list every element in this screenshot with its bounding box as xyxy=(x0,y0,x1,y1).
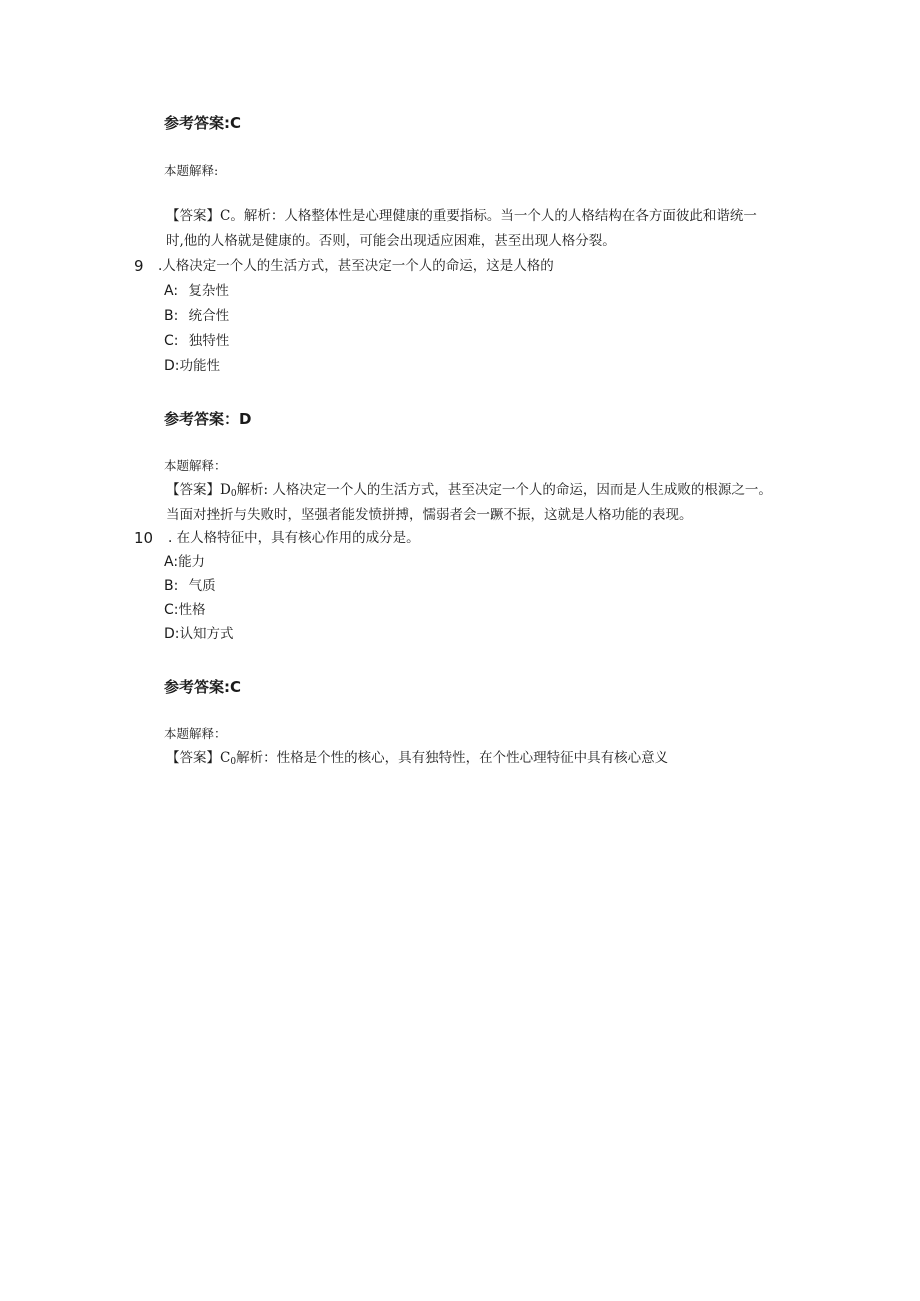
option-a xyxy=(164,553,205,571)
explanation-label: 本题解释: xyxy=(164,163,219,178)
option-text: 性格 xyxy=(178,602,206,618)
explanation-text xyxy=(166,481,772,503)
explanation-prefix: 【答案】C xyxy=(166,750,231,766)
option-text: 功能性 xyxy=(179,358,220,374)
answer-heading: 参考答案:C xyxy=(164,114,242,132)
explanation-text: 时,他的人格就是健康的。否则，可能会出现适应困难，甚至出现人格分裂。 xyxy=(166,233,616,249)
question-text: .人格决定一个人的生活方式，甚至决定一个人的命运，这是人格的 xyxy=(158,258,554,274)
option-d xyxy=(164,625,234,643)
option-letter: A: xyxy=(164,283,179,299)
explanation-prefix: 【答案】D xyxy=(166,482,231,498)
explanation-body: 解析: 人格决定一个人的生活方式，甚至决定一个人的命运，因而是人生成败的根源之一。 xyxy=(236,482,772,498)
explanation-text xyxy=(166,749,668,771)
option-text: 气质 xyxy=(188,578,216,594)
option-d xyxy=(164,357,220,375)
option-b xyxy=(164,307,229,325)
option-c xyxy=(164,601,206,619)
explanation-subscript: 0 xyxy=(230,489,237,499)
option-text: 独特性 xyxy=(188,333,230,349)
option-letter: D: xyxy=(164,358,180,374)
explanation-text: 当面对挫折与失败时，坚强者能发愤拼搏，懦弱者会一蹶不振，这就是人格功能的表现。 xyxy=(166,507,693,523)
explanation-text: 【答案】C。解析：人格整体性是心理健康的重要指标。当一个人的人格结构在各方面彼此和谐统一 xyxy=(166,208,757,224)
answer-heading: 参考答案：D xyxy=(164,410,252,428)
explanation-label: 本题解释： xyxy=(164,458,227,473)
option-letter: B: xyxy=(164,578,179,594)
option-letter: B: xyxy=(164,308,179,324)
option-b xyxy=(164,577,216,595)
option-letter: C: xyxy=(164,602,179,618)
option-letter: C: xyxy=(164,333,179,349)
option-text: 能力 xyxy=(178,554,206,570)
option-text: 认知方式 xyxy=(179,626,234,642)
option-letter: A: xyxy=(164,554,179,570)
explanation-body: 解析：性格是个性的核心，具有独特性，在个性心理特征中具有核心意义 xyxy=(236,750,669,766)
option-text: 统合性 xyxy=(188,308,230,324)
answer-heading: 参考答案:C xyxy=(164,678,242,696)
option-c xyxy=(164,332,229,350)
explanation-subscript: 0 xyxy=(230,757,237,767)
question-number: 9 xyxy=(134,257,144,275)
option-text: 复杂性 xyxy=(188,283,229,299)
explanation-label: 本题解释： xyxy=(164,726,227,741)
option-a xyxy=(164,282,229,300)
option-letter: D: xyxy=(164,626,180,642)
question-text: . 在人格特征中，具有核心作用的成分是。 xyxy=(168,530,420,546)
question-number: 10 xyxy=(134,529,154,547)
